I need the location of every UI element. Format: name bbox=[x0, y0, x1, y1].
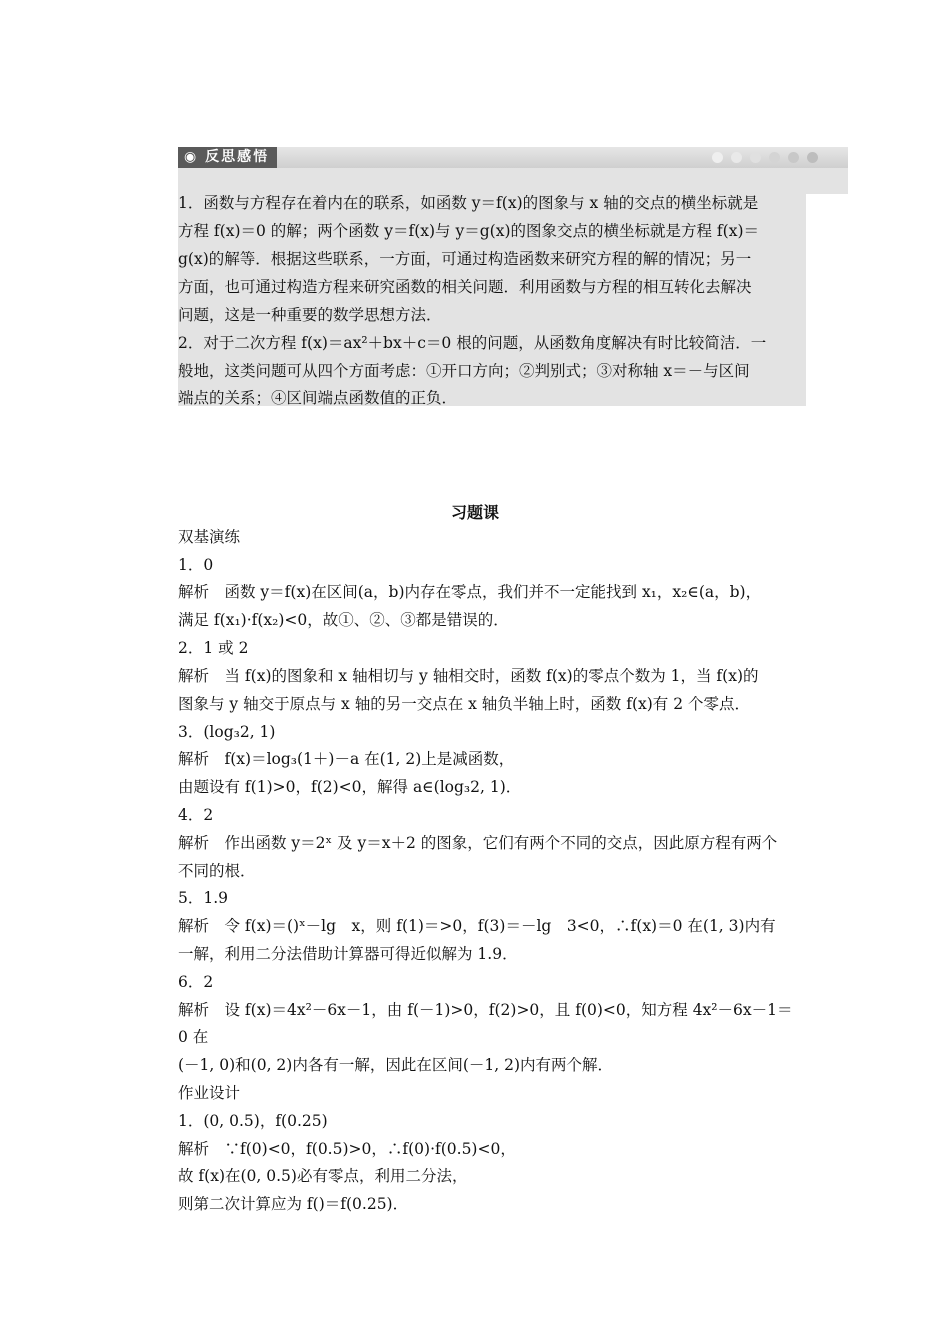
reflection-line: 2．对于二次方程 f(x)＝ax²＋bx＋c＝0 根的问题，从函数角度解决有时比较简洁．一 bbox=[178, 334, 767, 352]
reflection-line: 端点的关系；④区间端点函数值的正负． bbox=[178, 389, 458, 407]
exercise-line: 6．2 bbox=[178, 973, 214, 991]
exercise-line: 图象与 y 轴交于原点与 x 轴的另一交点在 x 轴负半轴上时，函数 f(x)有 2 个零点． bbox=[178, 695, 751, 713]
exercise-line: 解析 函数 y＝f(x)在区间(a，b)内存在零点，我们并不一定能找到 x₁，x₂∈(a，b)， bbox=[178, 583, 762, 601]
reflection-header-label: ◉ 反思感悟 bbox=[178, 147, 277, 168]
exercise-line: 解析 当 f(x)的图象和 x 轴相切与 y 轴相交时，函数 f(x)的零点个数为 1，当 f(x)的 bbox=[178, 667, 759, 685]
decorative-dots bbox=[712, 152, 818, 163]
exercise-line: 4．2 bbox=[178, 806, 214, 824]
reflection-header-bar bbox=[178, 147, 848, 169]
exercise-line: 满足 f(x₁)·f(x₂)<0，故①、②、③都是错误的． bbox=[178, 611, 509, 629]
reflection-line: 方面，也可通过构造方程来研究函数的相关问题．利用函数与方程的相互转化去解决 bbox=[178, 278, 752, 296]
exercise-line: 解析 ∵f(0)<0，f(0.5)>0，∴f(0)·f(0.5)<0， bbox=[178, 1140, 516, 1158]
dot-icon bbox=[712, 152, 723, 163]
exercise-line: 1．0 bbox=[178, 556, 214, 574]
exercise-line: 5．1.9 bbox=[178, 889, 229, 907]
exercise-line: 解析 设 f(x)＝4x²－6x－1，由 f(－1)>0，f(2)>0，且 f(0)<0，知方程 4x²－6x－1＝ bbox=[178, 1001, 793, 1019]
exercise-line: 作业设计 bbox=[178, 1084, 241, 1102]
dot-icon bbox=[750, 152, 761, 163]
reflection-box-edge bbox=[806, 168, 848, 194]
exercise-line: 解析 令 f(x)＝()ˣ－lg x，则 f(1)＝>0，f(3)＝－lg 3<0，∴f(x)＝0 在(1, 3)内有 bbox=[178, 917, 776, 935]
exercise-line: 1．(0, 0.5)，f(0.25) bbox=[178, 1112, 328, 1130]
reflection-line: g(x)的解等．根据这些联系，一方面，可通过构造函数来研究方程的解的情况；另一 bbox=[178, 250, 752, 268]
exercise-line: 故 f(x)在(0, 0.5)必有零点，利用二分法， bbox=[178, 1167, 468, 1185]
dot-icon bbox=[731, 152, 742, 163]
dot-icon bbox=[769, 152, 780, 163]
reflection-line: 问题，这是一种重要的数学思想方法． bbox=[178, 306, 442, 324]
exercise-line: 双基演练 bbox=[178, 528, 241, 546]
exercise-line: 解析 作出函数 y＝2ˣ 及 y＝x＋2 的图象，它们有两个不同的交点，因此原方程有两个 bbox=[178, 834, 778, 852]
dot-icon bbox=[788, 152, 799, 163]
exercise-line: 不同的根． bbox=[178, 862, 256, 880]
exercise-line: 则第二次计算应为 f()＝f(0.25)． bbox=[178, 1195, 409, 1213]
exercise-line: 解析 f(x)＝log₃(1＋)－a 在(1, 2)上是减函数， bbox=[178, 750, 515, 768]
section-title: 习题课 bbox=[450, 503, 499, 522]
reflection-line: 1．函数与方程存在着内在的联系，如函数 y＝f(x)的图象与 x 轴的交点的横坐标就是 bbox=[178, 194, 759, 212]
dot-icon bbox=[807, 152, 818, 163]
exercise-line: (－1, 0)和(0, 2)内各有一解，因此在区间(－1, 2)内有两个解． bbox=[178, 1056, 614, 1074]
exercise-line: 3．(log₃2, 1) bbox=[178, 723, 276, 741]
reflection-line: 般地，这类问题可从四个方面考虑：①开口方向；②判别式；③对称轴 x＝－与区间 bbox=[178, 362, 750, 380]
exercise-line: 一解，利用二分法借助计算器可得近似解为 1.9． bbox=[178, 945, 518, 963]
exercise-line: 0 在 bbox=[178, 1028, 209, 1046]
exercise-line: 2．1 或 2 bbox=[178, 639, 249, 657]
exercise-line: 由题设有 f(1)>0，f(2)<0，解得 a∈(log₃2, 1)． bbox=[178, 778, 522, 796]
reflection-line: 方程 f(x)＝0 的解；两个函数 y＝f(x)与 y＝g(x)的图象交点的横坐标就是方程 f(x)＝ bbox=[178, 222, 759, 240]
